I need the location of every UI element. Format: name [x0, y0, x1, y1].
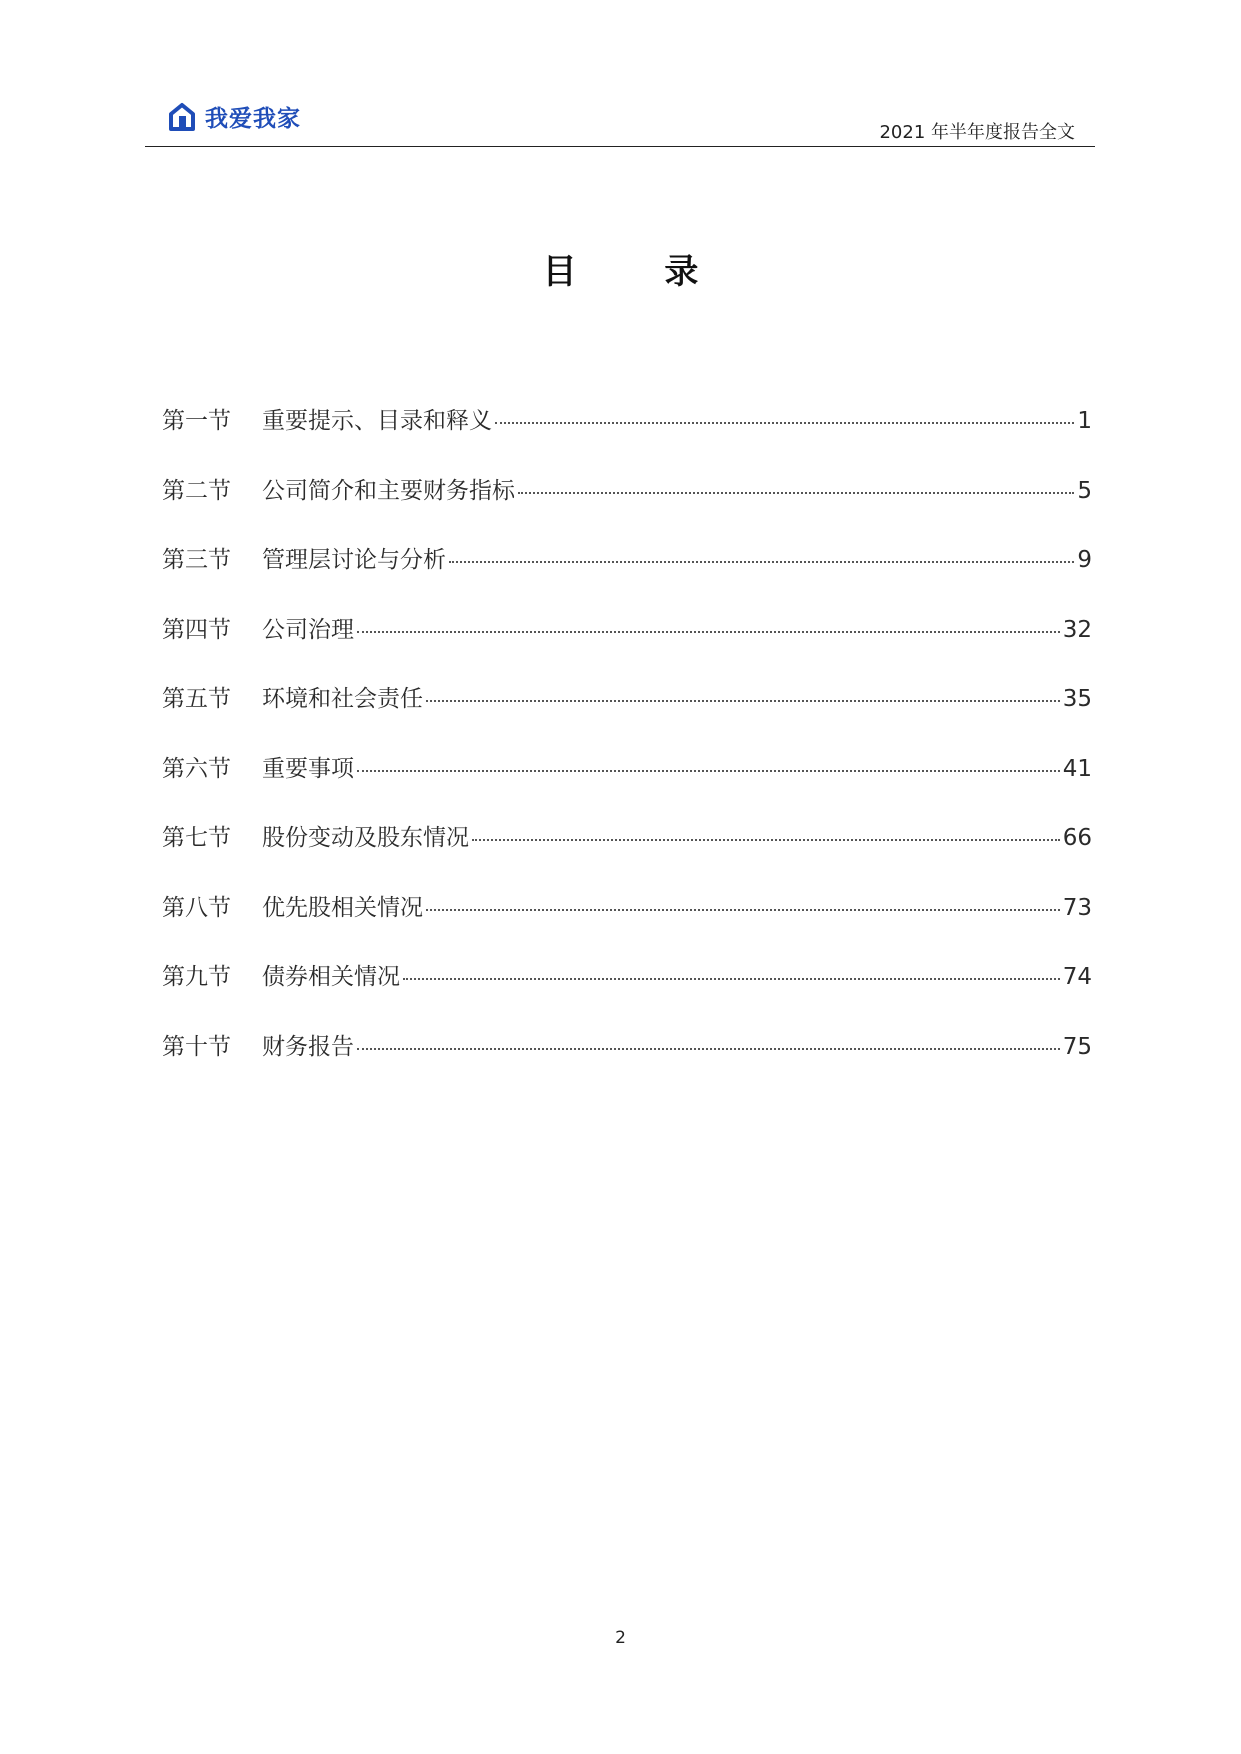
- toc-section-title: 优先股相关情况: [262, 894, 423, 921]
- dot-leader: [426, 909, 1060, 911]
- toc-section-number: 第六节: [162, 755, 231, 782]
- brand-logo: [167, 100, 301, 133]
- toc-entry[interactable]: [162, 611, 1092, 681]
- toc-entry[interactable]: [162, 541, 1092, 611]
- dot-leader: [403, 978, 1060, 980]
- toc-page-number: 9: [1077, 547, 1092, 573]
- dot-leader: [357, 631, 1060, 633]
- toc-section-number: 第一节: [162, 408, 231, 434]
- dot-leader: [472, 839, 1060, 841]
- toc-section-number: 第五节: [162, 686, 231, 712]
- dot-leader: [426, 700, 1060, 702]
- toc-section-title: 债券相关情况: [262, 964, 400, 990]
- toc-page-number: 5: [1077, 477, 1092, 504]
- toc-section-title: 财务报告: [262, 1033, 354, 1060]
- toc-page-number: 75: [1062, 1033, 1092, 1060]
- toc-entry[interactable]: [162, 750, 1092, 820]
- toc-section-title: 管理层讨论与分析: [262, 547, 446, 573]
- toc-entry[interactable]: [162, 680, 1092, 750]
- toc-section-title: 公司治理: [262, 616, 354, 643]
- toc-entry[interactable]: [162, 1028, 1092, 1098]
- toc-page-number: 32: [1062, 616, 1092, 643]
- toc-page-number: 66: [1062, 825, 1092, 851]
- toc-page-number: 74: [1062, 964, 1092, 990]
- dot-leader: [495, 422, 1074, 424]
- toc-section-title: 重要事项: [262, 755, 354, 782]
- toc-entry[interactable]: [162, 472, 1092, 542]
- toc-section-title: 公司简介和主要财务指标: [262, 477, 515, 504]
- toc-section-number: 第三节: [162, 547, 231, 573]
- dot-leader: [449, 561, 1074, 563]
- toc-page-number: 1: [1077, 408, 1092, 434]
- brand-name: 我爱我家: [205, 106, 301, 132]
- toc-section-number: 第十节: [162, 1033, 231, 1060]
- toc-page-number: 35: [1062, 686, 1092, 712]
- toc-entry[interactable]: [162, 819, 1092, 889]
- toc-section-number: 第二节: [162, 477, 231, 504]
- page-header: [145, 96, 1095, 147]
- toc-entry[interactable]: [162, 958, 1092, 1028]
- toc-section-number: 第九节: [162, 964, 231, 990]
- page-number: 2: [615, 1628, 626, 1648]
- toc-page-number: 41: [1062, 755, 1092, 782]
- house-logo-icon: [167, 102, 197, 132]
- toc-entry[interactable]: [162, 889, 1092, 959]
- toc-section-number: 第七节: [162, 825, 231, 851]
- toc-title: 目 录: [542, 252, 737, 292]
- toc-section-title: 环境和社会责任: [262, 686, 423, 712]
- toc-section-number: 第八节: [162, 894, 231, 921]
- table-of-contents: [162, 402, 1092, 1097]
- dot-leader: [357, 1048, 1060, 1050]
- toc-section-number: 第四节: [162, 616, 231, 643]
- dot-leader: [357, 770, 1060, 772]
- toc-entry[interactable]: [162, 402, 1092, 472]
- report-title: 2021 年半年度报告全文: [879, 122, 1075, 143]
- dot-leader: [518, 492, 1074, 494]
- toc-section-title: 股份变动及股东情况: [262, 825, 469, 851]
- toc-section-title: 重要提示、目录和释义: [262, 408, 492, 434]
- toc-page-number: 73: [1062, 894, 1092, 921]
